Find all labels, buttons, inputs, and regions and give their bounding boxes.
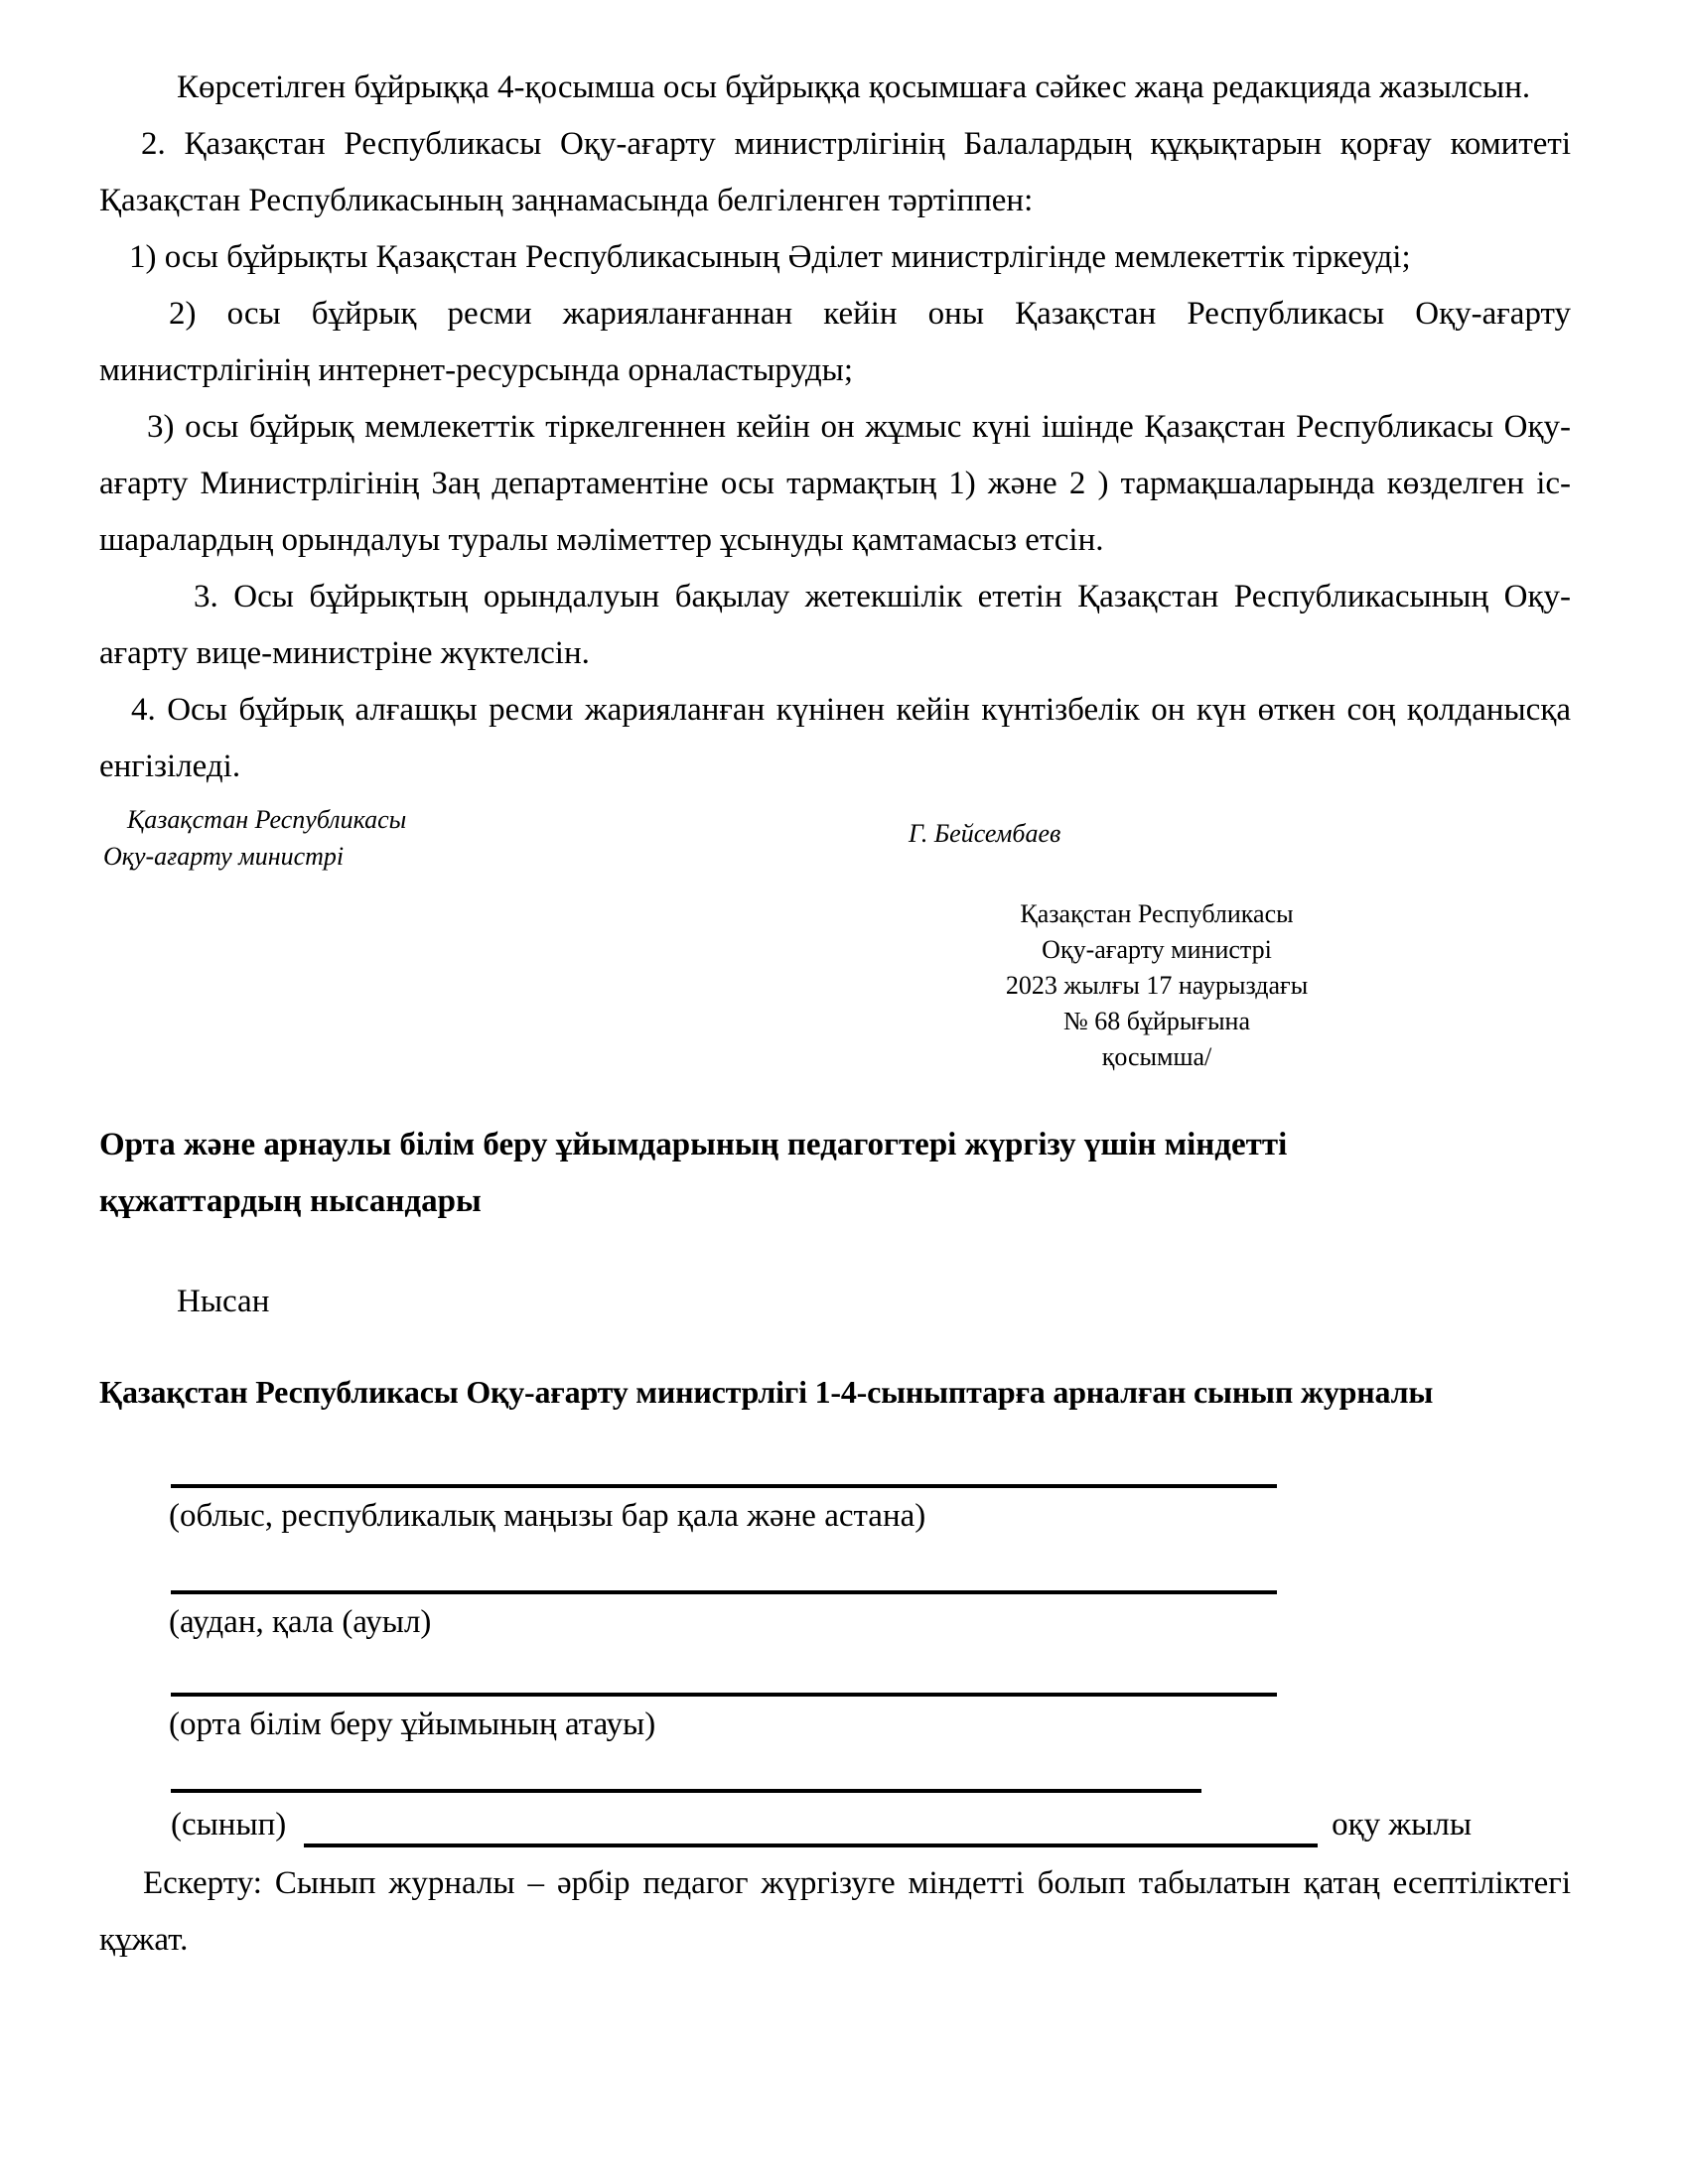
appendix-line-5: қосымша/ <box>1101 1042 1212 1071</box>
journal-form <box>99 1484 1571 1969</box>
appendix-line-2: Оқу-ағарту министрі <box>1042 935 1272 964</box>
signature-row <box>99 801 1571 883</box>
appendix-line-3: 2023 жылғы 17 наурыздағы <box>1005 971 1309 1000</box>
class-label: (сынып) <box>171 1807 287 1843</box>
journal-title: Қазақстан Республикасы Оқу-ағарту министрлігі 1-4-сыныптарға арналған сынып журналы <box>99 1374 1434 1410</box>
signer-title-line1: Қазақстан Республикасы <box>127 805 407 834</box>
form-label: Нысан <box>177 1284 270 1319</box>
order-subparagraph-3: 3) осы бұйрық мемлекеттік тіркелгеннен кейін он жұмыс күні ішінде Қазақстан Республикасы Оқу-ағарту Министрлігінің Заң департаментіне осы тармақтың 1) және 2 ) тармақшаларында көзделген іс-шаралардың орындалуы туралы мәліметтер ұсынуды қамтамасыз етсін. <box>99 409 1571 558</box>
order-body <box>99 60 1571 795</box>
caption-region: (облыс, республикалық маңызы бар қала және астана) <box>169 1498 926 1534</box>
order-paragraph-3: 3. Осы бұйрықтың орындалуын бақылау жетекшілік ететін Қазақстан Республикасының Оқу-ағарту вице-министріне жүктелсін. <box>99 579 1571 671</box>
note-paragraph: Ескерту: Сынып журналы – әрбір педагог жүргізуге міндетті болып табылатын қатаң есептіліктегі құжат. <box>99 1865 1571 1958</box>
class-year-row <box>171 1797 1472 1853</box>
signer-title-line2: Оқу-ағарту министрі <box>103 842 345 871</box>
appendix-reference-block <box>928 896 1385 1075</box>
order-paragraph-2: 2. Қазақстан Республикасы Оқу-ағарту министрлігінің Балалардың құқықтарын қорғау комитеті Қазақстан Республикасының заңнамасында белгіленген тәртіппен: <box>99 126 1571 218</box>
academic-year-label: оқу жылы <box>1332 1807 1472 1843</box>
order-paragraph-4: 4. Осы бұйрық алғашқы ресми жарияланған күнінен кейін күнтізбелік он күн өткен соң қолданысқа енгізіледі. <box>99 692 1571 784</box>
signer-name: Г. Бейсембаев <box>909 819 1061 848</box>
signer-title-block <box>103 801 406 875</box>
order-subparagraph-1: 1) осы бұйрықты Қазақстан Республикасының Әділет министрлігінде мемлекеттік тіркеуді; <box>129 239 1411 275</box>
order-paragraph-amendment: Көрсетілген бұйрыққа 4-қосымша осы бұйрыққа қосымшаға сәйкес жаңа редакцияда жазылсын. <box>177 69 1531 105</box>
appendix-title: Орта және арнаулы білім беру ұйымдарының педагогтері жүргізу үшін міндетті құжаттардың нысандары <box>99 1127 1288 1219</box>
order-subparagraph-2: 2) осы бұйрық ресми жарияланғаннан кейін оны Қазақстан Республикасы Оқу-ағарту министрлігінің интернет-ресурсында орналастыруды; <box>99 296 1571 388</box>
appendix-line-1: Қазақстан Республикасы <box>1020 899 1294 928</box>
blank-line-class <box>171 1789 1201 1793</box>
caption-organization: (орта білім беру ұйымының атауы) <box>169 1706 656 1742</box>
caption-district: (аудан, қала (ауыл) <box>169 1604 432 1640</box>
blank-line-academic-year <box>304 1798 1318 1847</box>
appendix-line-4: № 68 бұйрығына <box>1062 1007 1250 1035</box>
